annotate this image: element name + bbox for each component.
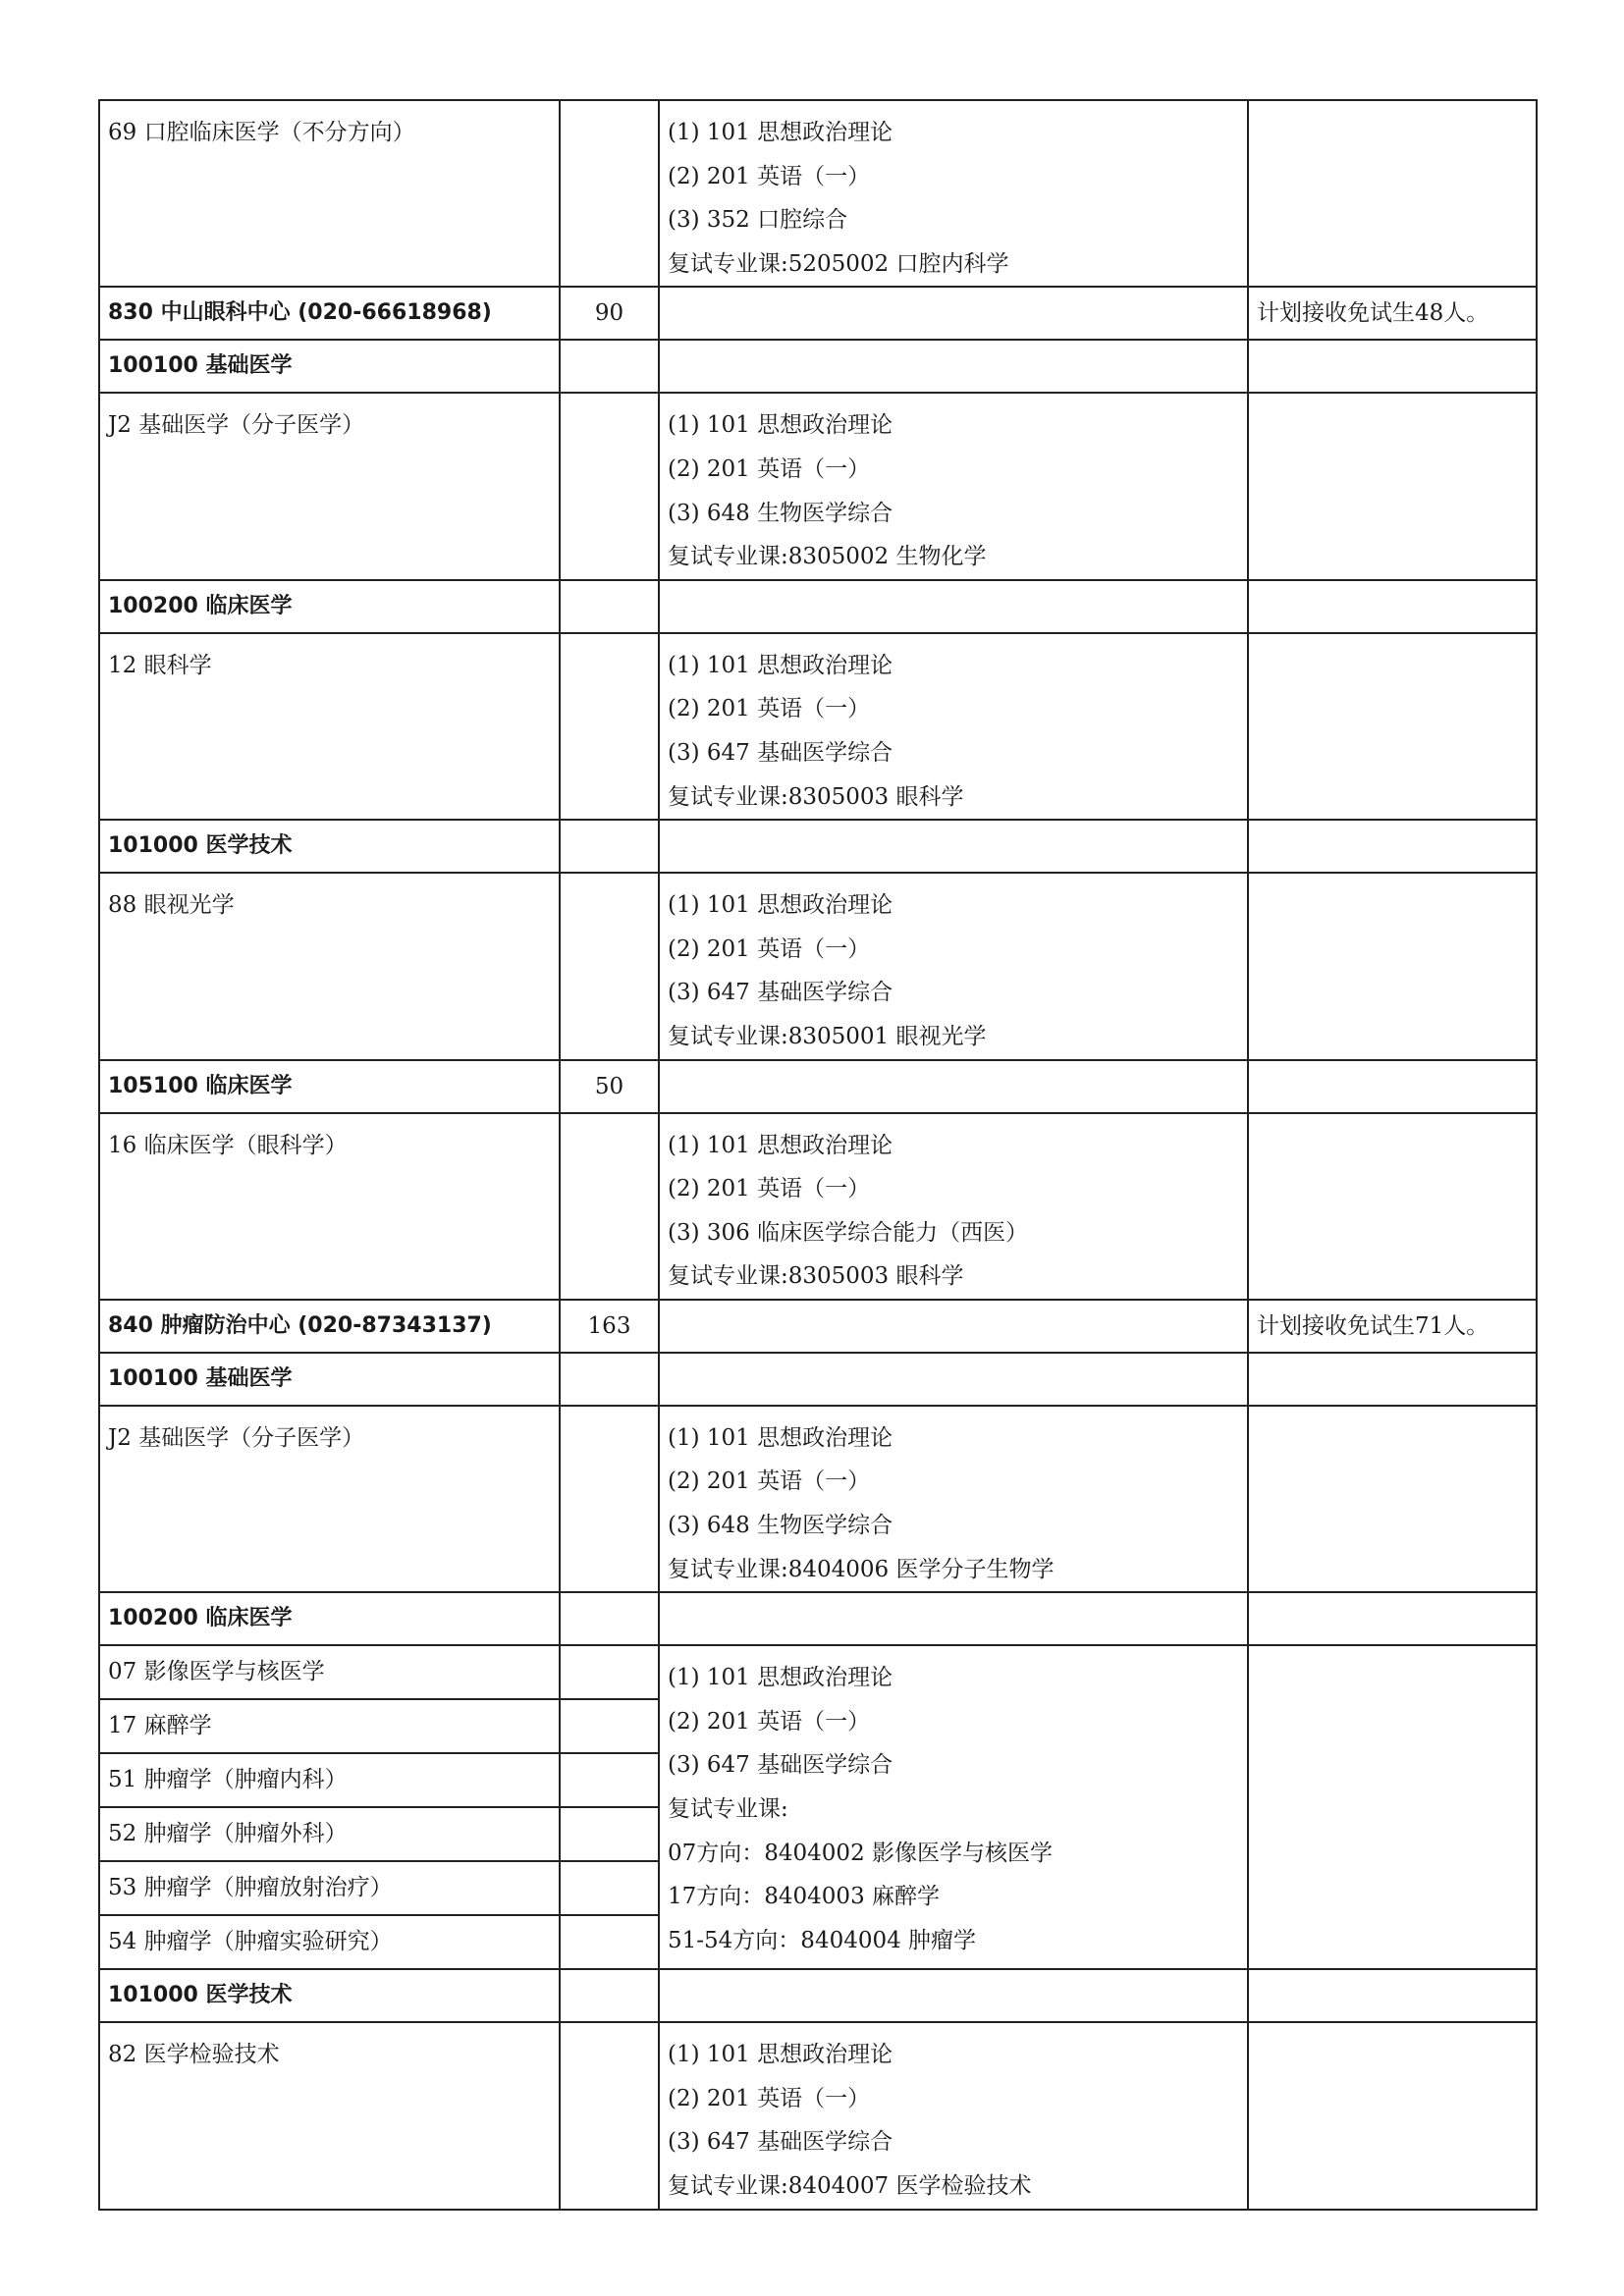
exam-line: (2) 201 英语（一） — [668, 163, 871, 189]
quota-cell — [560, 340, 659, 393]
exam-cell — [659, 1353, 1248, 1406]
table-row — [99, 340, 1537, 393]
exam-cell — [659, 820, 1248, 873]
exam-line: 复试专业课:8404007 医学检验技术 — [668, 2173, 1032, 2200]
exam-line: (1) 101 思想政治理论 — [668, 2042, 893, 2068]
exam-line: (2) 201 英语（一） — [668, 2085, 871, 2111]
note-cell — [1248, 1060, 1537, 1113]
exam-line: 17方向：8404003 麻醉学 — [668, 1884, 941, 1910]
table-row — [99, 100, 1537, 287]
department-cell: 830 中山眼科中心 (020-66618968) — [99, 287, 560, 340]
discipline-cell: 100200 临床医学 — [99, 580, 560, 633]
table-row — [99, 1060, 1537, 1113]
quota-cell — [560, 1113, 659, 1300]
note-cell — [1248, 1969, 1537, 2022]
major-cell: J2 基础医学（分子医学） — [99, 393, 560, 579]
quota-cell — [560, 1699, 659, 1753]
quota-cell — [560, 1915, 659, 1969]
major-cell: 51 肿瘤学（肿瘤内科） — [99, 1753, 560, 1807]
department-cell: 840 肿瘤防治中心 (020-87343137) — [99, 1300, 560, 1353]
table-row — [99, 2022, 1537, 2209]
major-cell: 53 肿瘤学（肿瘤放射治疗） — [99, 1861, 560, 1915]
quota-cell — [560, 1592, 659, 1645]
exam-line: (1) 101 思想政治理论 — [668, 412, 893, 439]
quota-cell — [560, 1807, 659, 1861]
table-row — [99, 580, 1537, 633]
note-cell: 计划接收免试生71人。 — [1248, 1300, 1537, 1353]
exam-line: (3) 647 基础医学综合 — [668, 1752, 893, 1779]
note-cell — [1248, 820, 1537, 873]
discipline-cell: 105100 临床医学 — [99, 1060, 560, 1113]
exam-line: 51-54方向：8404004 肿瘤学 — [668, 1927, 977, 1953]
exam-cell — [659, 1060, 1248, 1113]
note-cell — [1248, 580, 1537, 633]
table-row — [99, 1300, 1537, 1353]
major-cell: 54 肿瘤学（肿瘤实验研究） — [99, 1915, 560, 1969]
major-cell: 16 临床医学（眼科学） — [99, 1113, 560, 1300]
exam-cell — [659, 2022, 1248, 2209]
table-row — [99, 873, 1537, 1059]
quota-cell — [560, 100, 659, 287]
major-cell: 88 眼视光学 — [99, 873, 560, 1059]
note-cell — [1248, 2022, 1537, 2209]
table-row — [99, 820, 1537, 873]
note-cell — [1248, 633, 1537, 820]
exam-line: 复试专业课:8305002 生物化学 — [668, 544, 987, 570]
exam-line: 复试专业课:5205002 口腔内科学 — [668, 250, 1009, 277]
major-cell: 52 肿瘤学（肿瘤外科） — [99, 1807, 560, 1861]
note-cell: 计划接收免试生48人。 — [1248, 287, 1537, 340]
table-row — [99, 393, 1537, 579]
quota-cell — [560, 1861, 659, 1915]
discipline-cell: 100100 基础医学 — [99, 1353, 560, 1406]
quota-cell: 163 — [560, 1300, 659, 1353]
discipline-cell: 100100 基础医学 — [99, 340, 560, 393]
discipline-cell: 100200 临床医学 — [99, 1592, 560, 1645]
table-row — [99, 1113, 1537, 1300]
exam-line: (2) 201 英语（一） — [668, 1468, 871, 1495]
enrollment-catalog-table — [98, 99, 1538, 2211]
exam-cell — [659, 1406, 1248, 1592]
note-cell — [1248, 393, 1537, 579]
quota-cell: 90 — [560, 287, 659, 340]
exam-line: 复试专业课:8404006 医学分子生物学 — [668, 1556, 1055, 1582]
exam-line: 07方向：8404002 影像医学与核医学 — [668, 1840, 1054, 1866]
exam-line: (3) 647 基础医学综合 — [668, 2129, 893, 2156]
exam-line: (1) 101 思想政治理论 — [668, 1424, 893, 1451]
quota-cell — [560, 1645, 659, 1699]
exam-line: (1) 101 思想政治理论 — [668, 892, 893, 919]
exam-line: (3) 647 基础医学综合 — [668, 739, 893, 766]
major-cell: 17 麻醉学 — [99, 1699, 560, 1753]
exam-line: (3) 647 基础医学综合 — [668, 980, 893, 1006]
quota-cell — [560, 1353, 659, 1406]
exam-cell — [659, 1969, 1248, 2022]
note-cell — [1248, 340, 1537, 393]
exam-cell — [659, 1592, 1248, 1645]
major-cell: 69 口腔临床医学（不分方向） — [99, 100, 560, 287]
table-row — [99, 1353, 1537, 1406]
exam-cell — [659, 1300, 1248, 1353]
note-cell — [1248, 1406, 1537, 1592]
quota-cell — [560, 633, 659, 820]
exam-cell — [659, 287, 1248, 340]
exam-cell — [659, 873, 1248, 1059]
quota-cell — [560, 1406, 659, 1592]
exam-line: 复试专业课:8305003 眼科学 — [668, 1263, 964, 1290]
quota-cell — [560, 820, 659, 873]
exam-line: (2) 201 英语（一） — [668, 1176, 871, 1202]
table-row — [99, 633, 1537, 820]
table-row — [99, 1406, 1537, 1592]
exam-cell — [659, 340, 1248, 393]
exam-line: 复试专业课:8305001 眼视光学 — [668, 1023, 987, 1049]
exam-line: (3) 352 口腔综合 — [668, 207, 848, 234]
quota-cell — [560, 2022, 659, 2209]
table-row — [99, 1969, 1537, 2022]
quota-cell — [560, 580, 659, 633]
exam-cell — [659, 633, 1248, 820]
major-cell: 82 医学检验技术 — [99, 2022, 560, 2209]
table-row — [99, 287, 1537, 340]
exam-line: (1) 101 思想政治理论 — [668, 1665, 893, 1691]
note-cell — [1248, 1353, 1537, 1406]
discipline-cell: 101000 医学技术 — [99, 820, 560, 873]
major-cell: 12 眼科学 — [99, 633, 560, 820]
note-cell — [1248, 100, 1537, 287]
exam-cell — [659, 100, 1248, 287]
exam-line: (2) 201 英语（一） — [668, 935, 871, 962]
major-cell: 07 影像医学与核医学 — [99, 1645, 560, 1699]
quota-cell — [560, 1753, 659, 1807]
table-row — [99, 1592, 1537, 1645]
exam-line: (2) 201 英语（一） — [668, 1708, 871, 1735]
note-cell — [1248, 1592, 1537, 1645]
exam-line: (3) 648 生物医学综合 — [668, 1513, 893, 1539]
exam-cell — [659, 1645, 1248, 1969]
quota-cell — [560, 873, 659, 1059]
exam-line: (1) 101 思想政治理论 — [668, 120, 893, 145]
exam-cell — [659, 393, 1248, 579]
major-cell: J2 基础医学（分子医学） — [99, 1406, 560, 1592]
exam-line: (1) 101 思想政治理论 — [668, 652, 893, 678]
note-cell — [1248, 1645, 1537, 1969]
exam-line: (2) 201 英语（一） — [668, 696, 871, 722]
exam-line: (3) 306 临床医学综合能力（西医） — [668, 1219, 1029, 1246]
exam-line: (1) 101 思想政治理论 — [668, 1132, 893, 1158]
discipline-cell: 101000 医学技术 — [99, 1969, 560, 2022]
exam-line: 复试专业课: — [668, 1796, 788, 1823]
quota-cell — [560, 393, 659, 579]
exam-line: (3) 648 生物医学综合 — [668, 500, 893, 526]
quota-cell — [560, 1969, 659, 2022]
table-row — [99, 1645, 1537, 1699]
exam-cell — [659, 580, 1248, 633]
quota-cell: 50 — [560, 1060, 659, 1113]
exam-line: 复试专业课:8305003 眼科学 — [668, 783, 964, 810]
note-cell — [1248, 1113, 1537, 1300]
exam-line: (2) 201 英语（一） — [668, 455, 871, 482]
note-cell — [1248, 873, 1537, 1059]
exam-cell — [659, 1113, 1248, 1300]
